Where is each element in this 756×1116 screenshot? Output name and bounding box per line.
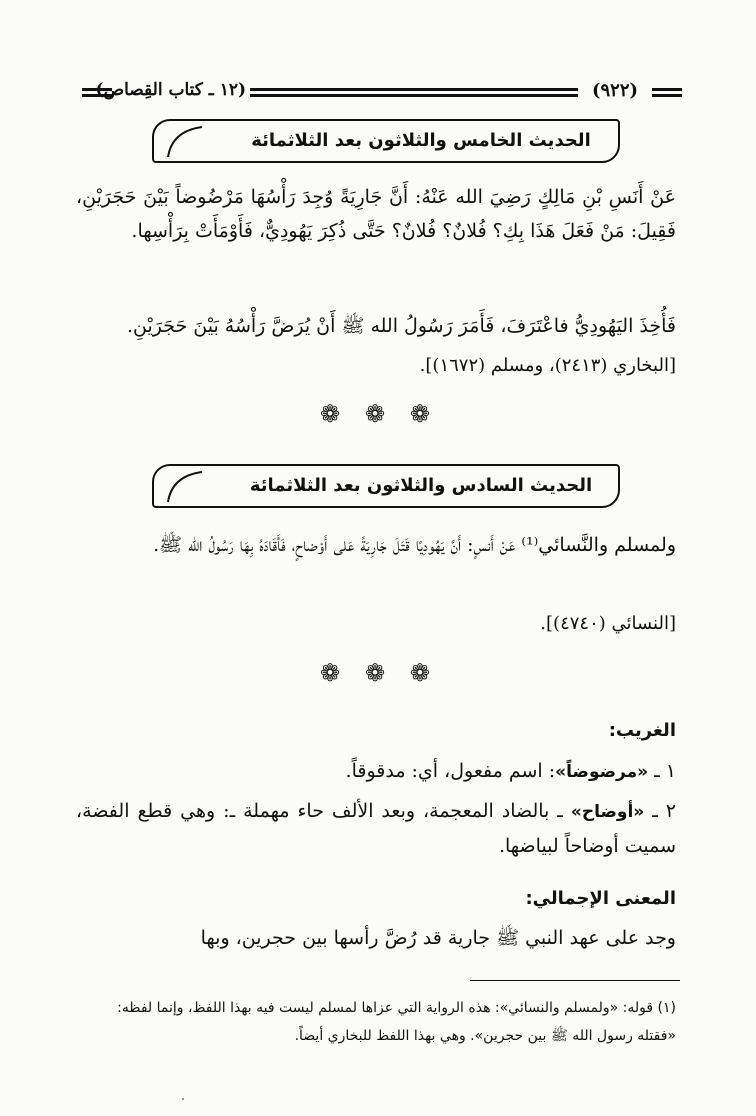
running-header bbox=[82, 80, 682, 106]
frame-corner-ornament-icon bbox=[162, 123, 206, 159]
ijmali-heading: المعنى الإجمالي: bbox=[525, 888, 676, 909]
flower-ornament-icon: ❁ bbox=[320, 400, 341, 428]
footnote-1: (١) قوله: «ولمسلم والنسائي»: هذه الرواية التي عزاها لمسلم ليست فيه بهذا اللفظ، وإنما لفظه: «فقتله رسول الله ﷺ بين حجرين». وهي بهذا اللفظ للبخاري أيضاً. bbox=[117, 1000, 676, 1044]
hadith-335-title: الحديث الخامس والثلاثون بعد الثلاثمائة bbox=[251, 130, 591, 151]
flower-ornament-icon: ❁ bbox=[320, 659, 341, 687]
header-rule-middle bbox=[250, 88, 578, 97]
gharib-item-2-term: «أوضاح» bbox=[570, 802, 645, 822]
section-separator-2 bbox=[320, 660, 430, 686]
hadith-335-reference: [البخاري (٢٤١٣)، ومسلم (١٦٧٢)]. bbox=[419, 355, 676, 376]
page-number: (٩٢٢) bbox=[591, 80, 639, 101]
gharib-item-1-definition: : اسم مفعول، أي: مدقوقاً. bbox=[345, 760, 556, 782]
gharib-item-1-number: ١ ـ bbox=[654, 760, 676, 782]
hadith-336-text: ولمسلم والنَّسائي⁽¹⁾ عَنْ أَنسٍ: أَنَّ يَهُودِيًا قَتَلَ جَارِيَةً عَلى أَوْضاحٍ، فَأَقَادَهُ بِهَا رَسُولُ الله ﷺ. bbox=[153, 534, 676, 556]
hadith-336-reference: [النسائي (٤٧٤٠)]. bbox=[540, 613, 676, 634]
flower-ornament-icon: ❁ bbox=[364, 659, 386, 687]
section-separator-1 bbox=[320, 401, 430, 427]
header-rule-right bbox=[652, 88, 682, 97]
gharib-item-2 bbox=[76, 794, 676, 863]
hadith-335-heading-frame bbox=[152, 119, 620, 163]
gharib-item-2-number: ٢ ـ bbox=[652, 800, 676, 822]
flower-ornament-icon: ❁ bbox=[364, 400, 386, 428]
hadith-335-text: عَنْ أَنَسِ بْنِ مَالِكٍ رَضِيَ الله عَنْهُ: أَنَّ جَارِيَةً وُجِدَ رَأْسُهَا مَرْضُوضاً بَيْنَ حَجَرَيْنِ، فَقِيلَ: مَنْ فَعَلَ هَذَا بِكِ؟ فُلانٌ؟ فُلانٌ؟ حَتَّى ذُكِرَ يَهُودِيٌّ، فَأَوْمَأَتْ بِرَأْسِها. bbox=[76, 186, 676, 242]
flower-ornament-icon: ❁ bbox=[409, 400, 430, 428]
ijmali-text: وجد على عهد النبي ﷺ جارية قد رُضَّ رأسها بين حجرين، وبها bbox=[200, 927, 676, 949]
footnote-separator bbox=[470, 980, 680, 981]
gharib-heading: الغريب: bbox=[608, 720, 676, 741]
hadith-336-title: الحديث السادس والثلاثون بعد الثلاثمائة bbox=[249, 475, 593, 496]
gharib-item-2-definition: ـ بالضاد المعجمة، وبعد الألف حاء مهملة ـ: وهي قطع الفضة، سميت أوضاحاً لبياضها. bbox=[76, 800, 676, 857]
gharib-item-1 bbox=[76, 755, 676, 788]
flower-ornament-icon: ❁ bbox=[409, 659, 430, 687]
hadith-336-heading-frame bbox=[152, 464, 620, 508]
hadith-335-text-continued: فَأُخِذَ اليَهُودِيُّ فاعْتَرَفَ، فَأَمَرَ رَسُولُ الله ﷺ أَنْ يُرَضَّ رَأْسُهُ بَيْنَ حَجَرَيْنِ. bbox=[126, 315, 676, 337]
scan-speck bbox=[182, 1098, 184, 1100]
gharib-item-1-term: «مرضوضاً» bbox=[555, 762, 649, 782]
frame-corner-ornament-icon bbox=[162, 468, 206, 504]
chapter-title: (١٢ ـ كتاب القِصاص) bbox=[95, 80, 246, 100]
